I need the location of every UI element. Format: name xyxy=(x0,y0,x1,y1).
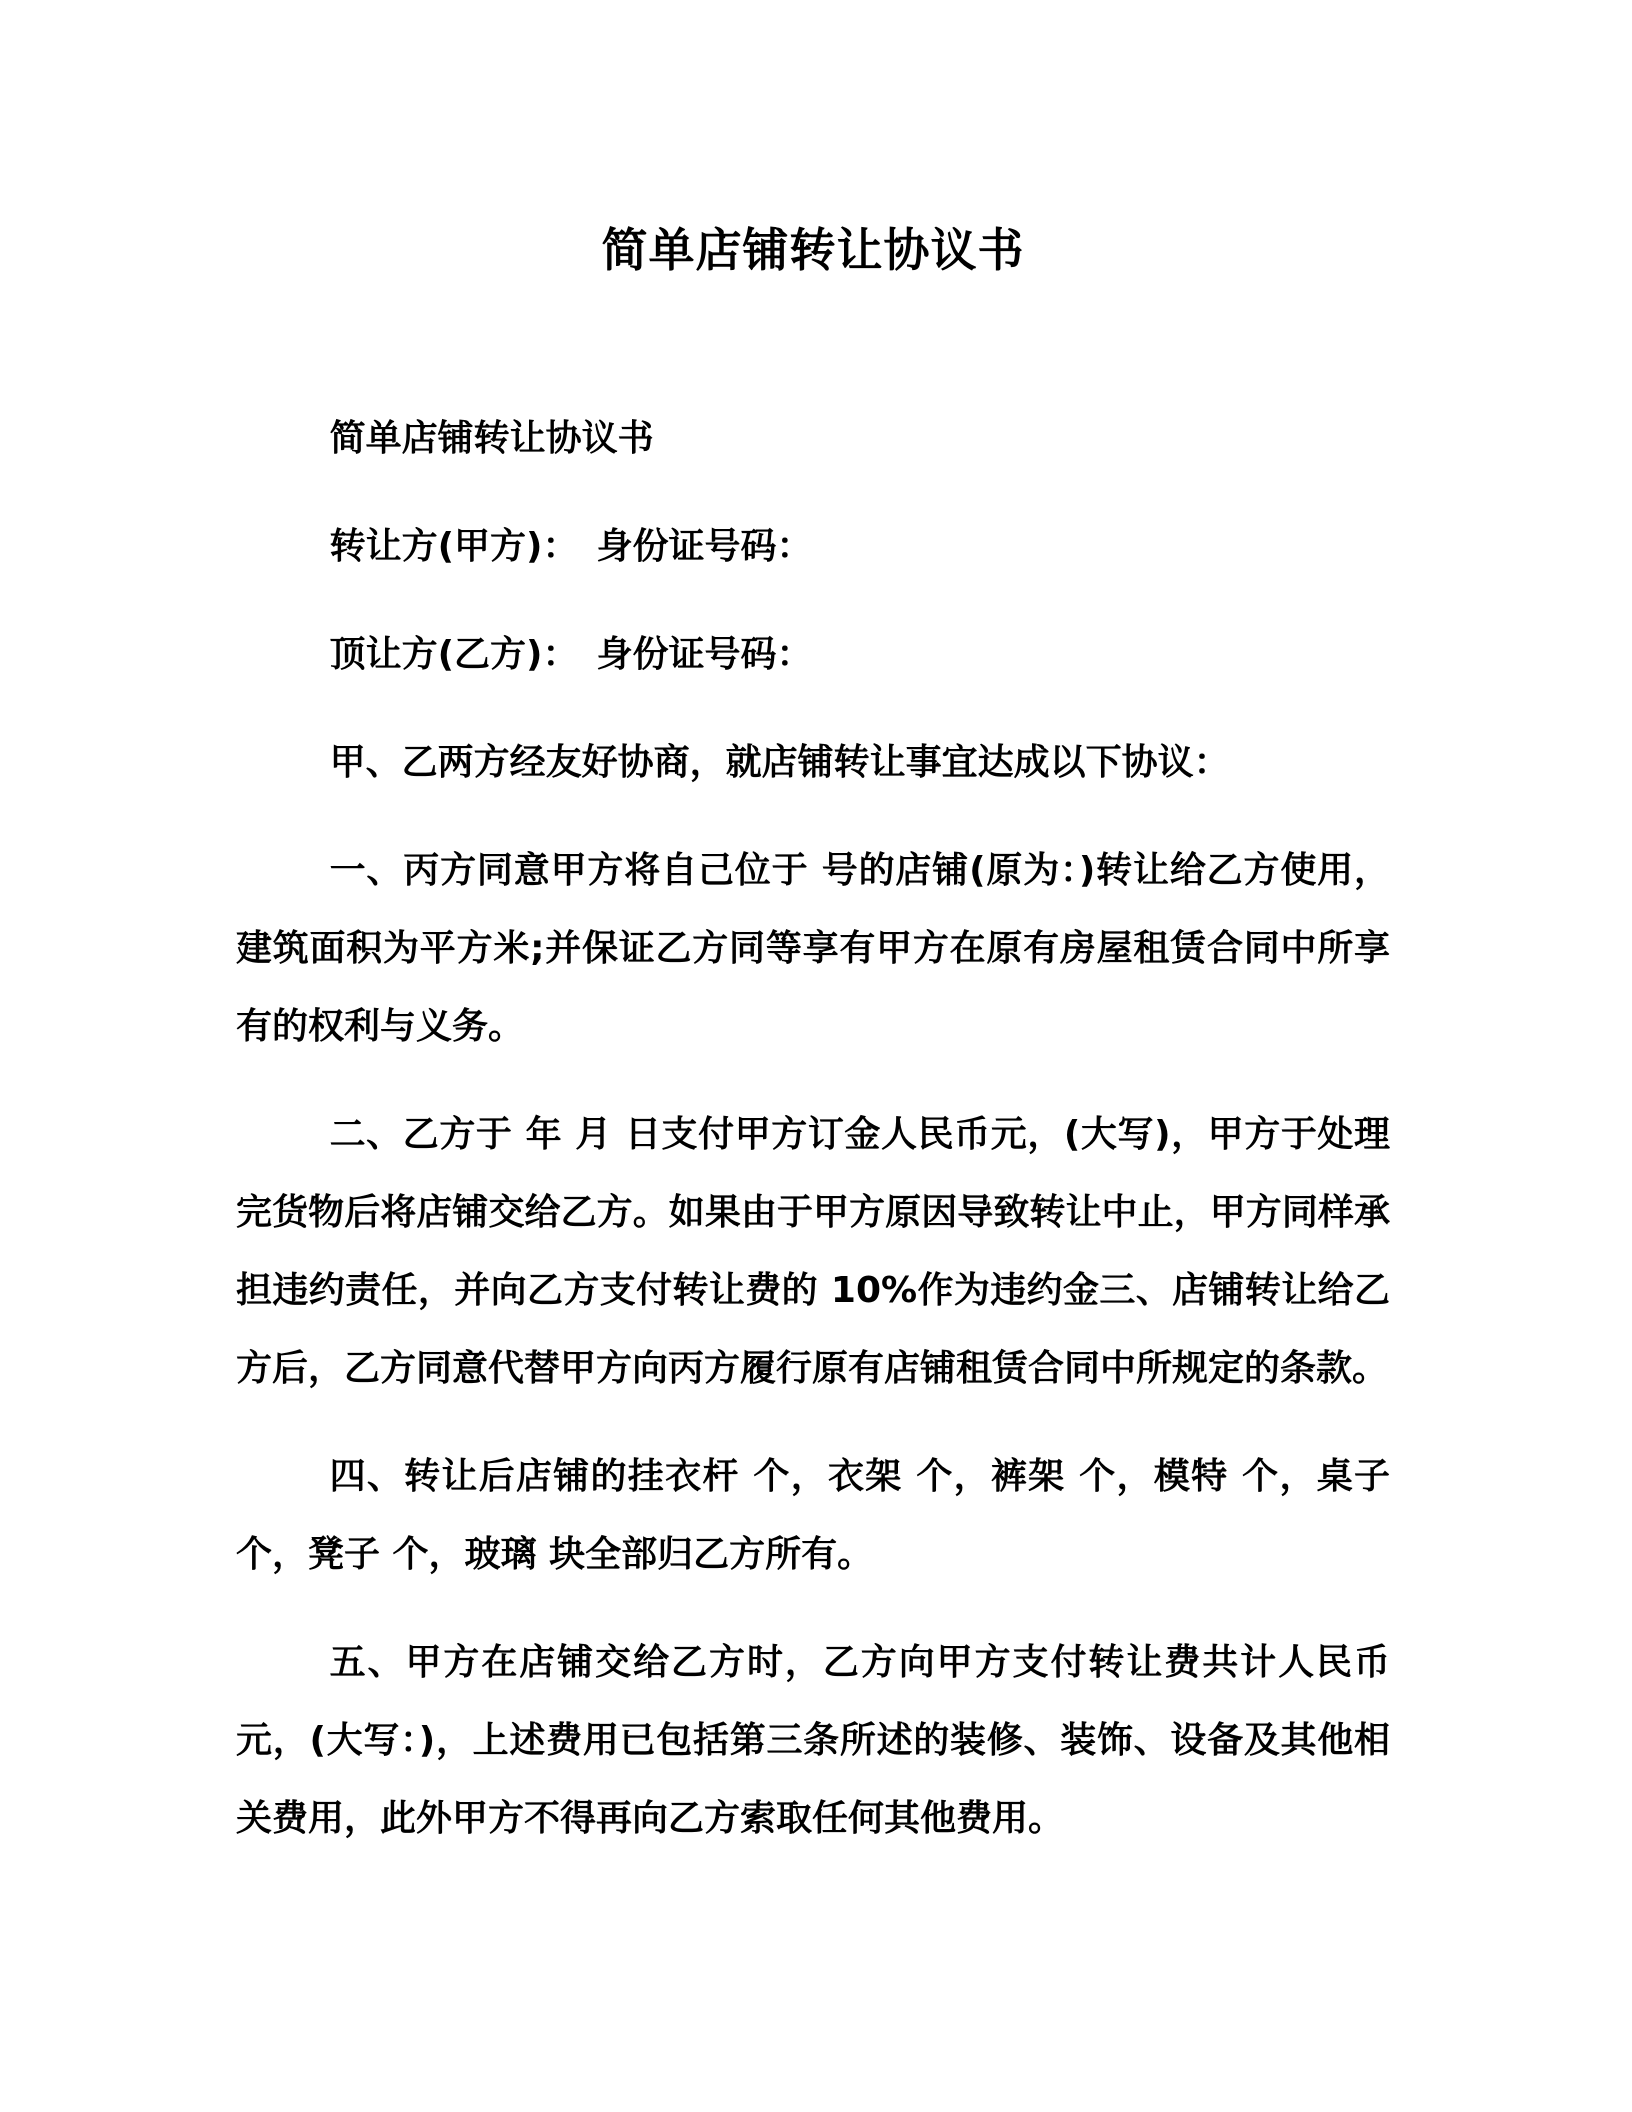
paragraph-clause-2-3: 二、乙方于 年 月 日支付甲方订金人民币元，(大写)，甲方于处理完货物后将店铺交给乙方。如果由于甲方原因导致转让中止，甲方同样承担违约责任，并向乙方支付转让费的 10%作为违约金三、店铺转让给乙方后，乙方同意代替甲方向丙方履行原有店铺租赁合同中所规定的条款。 xyxy=(236,1114,1390,1389)
paragraph-subtitle: 简单店铺转让协议书 xyxy=(329,418,654,459)
paragraph-transferor: 转让方(甲方)： 身份证号码： xyxy=(329,526,813,567)
paragraph-clause-1: 一、丙方同意甲方将自己位于 号的店铺(原为：)转让给乙方使用，建筑面积为平方米;并保证乙方同等享有甲方在原有房屋租赁合同中所享有的权利与义务。 xyxy=(236,850,1390,1047)
paragraph-transferee: 顶让方(乙方)： 身份证号码： xyxy=(329,634,813,675)
document-title: 简单店铺转让协议书 xyxy=(601,223,1025,277)
document-body xyxy=(236,400,1390,1858)
paragraph-clause-4: 四、转让后店铺的挂衣杆 个，衣架 个，裤架 个，模特 个，桌子 个，凳子 个，玻璃 块全部归乙方所有。 xyxy=(236,1456,1390,1575)
paragraph-preamble: 甲、乙两方经友好协商，就店铺转让事宜达成以下协议： xyxy=(329,742,1230,783)
paragraph-clause-5: 五、甲方在店铺交给乙方时，乙方向甲方支付转让费共计人民币元，(大写：)，上述费用已包括第三条所述的装修、装饰、设备及其他相关费用，此外甲方不得再向乙方索取任何其他费用。 xyxy=(236,1642,1390,1839)
